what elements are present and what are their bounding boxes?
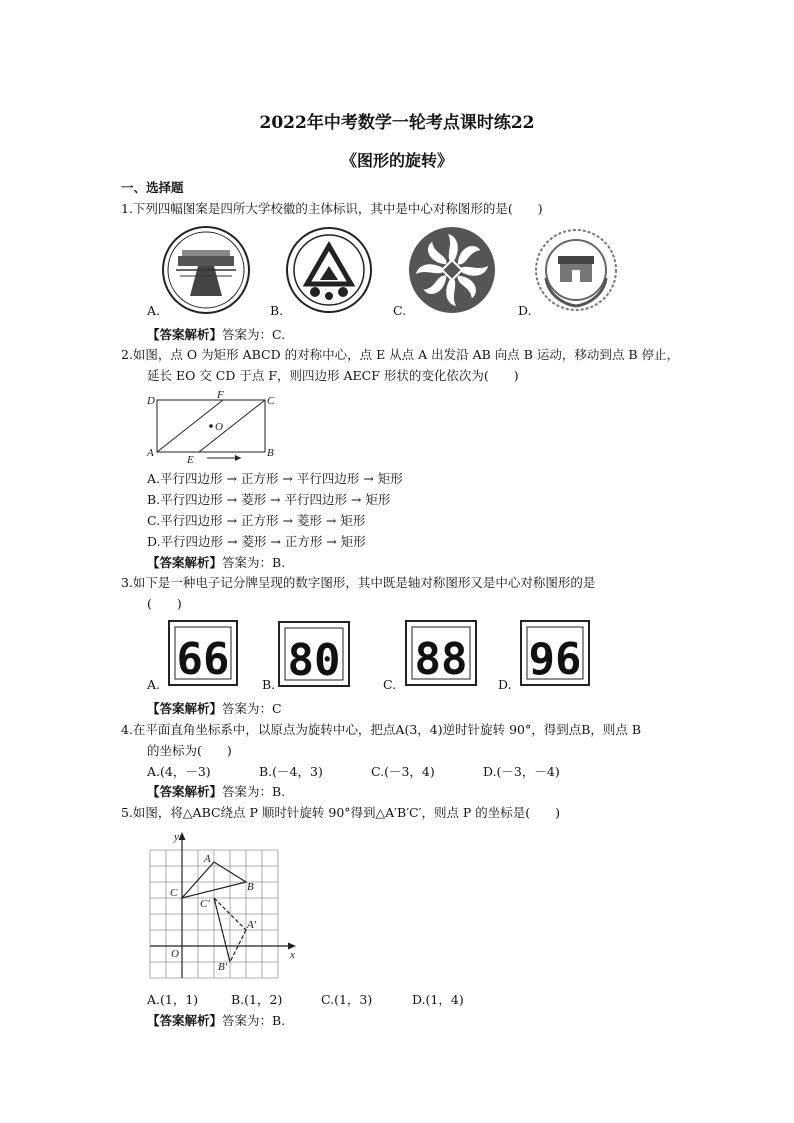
svg-text:96: 96 — [528, 634, 582, 685]
q5-origin-label: O — [171, 948, 179, 960]
q2-label-b: B — [267, 447, 274, 459]
q1-label-b: B. — [270, 303, 284, 318]
q2-label-c: C — [267, 395, 275, 407]
q2-label-d: D — [147, 395, 155, 407]
q3-label-d: D. — [498, 677, 512, 692]
svg-text:66: 66 — [176, 634, 230, 685]
emblem-c — [409, 227, 495, 313]
q5-label-c: C — [170, 887, 178, 899]
q5-label-a-prime: A′ — [247, 919, 257, 931]
q5-stem: 5.如图，将△ABC绕点 P 顺时针旋转 90°得到△A′B′C′，则点 P 的坐标是( ) — [121, 805, 561, 820]
answer-label: 【答案解析】 — [147, 555, 223, 570]
q4-answer — [147, 784, 285, 800]
q4-option-c: C.(－3，4) — [371, 764, 435, 779]
q1-label-d: D. — [518, 303, 532, 318]
q4-option-b: B.(－4，3) — [259, 764, 323, 779]
q3-digit-a — [168, 620, 248, 686]
emblem-b — [287, 228, 371, 312]
q2-stem-line2: 延长 EO 交 CD 于点 F，则四边形 AECF 形状的变化依次为( ) — [147, 368, 519, 383]
answer-label: 【答案解析】 — [147, 701, 223, 716]
q2-stem-line1: 2.如图，点 O 为矩形 ABCD 的对称中心，点 E 从点 A 出发沿 AB 向点 B 运动，移动到点 B 停止， — [121, 347, 680, 362]
q2-option-a: A.平行四边形 → 正方形 → 平行四边形 → 矩形 — [147, 471, 403, 486]
q3-label-c: C. — [383, 677, 397, 692]
q4-stem-line1: 4.在平面直角坐标系中，以原点为旋转中心，把点A(3，4)逆时针旋转 90°，得到点B，则点 B — [121, 722, 642, 737]
q5-option-a: A.(1，1) — [147, 992, 199, 1007]
q3-stem-line1: 3.如下是一种电子记分牌呈现的数字图形，其中既是轴对称图形又是中心对称图形的是 — [121, 575, 596, 590]
q2-label-a: A — [147, 447, 154, 459]
q5-axis-y-label: y — [174, 831, 179, 843]
page-title: 2022年中考数学一轮考点课时练22 — [259, 113, 535, 133]
emblem-a — [163, 227, 249, 313]
q5-answer — [147, 1013, 285, 1029]
q3-answer — [147, 701, 282, 717]
q3-label-b: B. — [262, 677, 276, 692]
q3-digit-b — [278, 621, 358, 687]
q4-option-a: A.(4，－3) — [147, 764, 211, 779]
q3-digit-d — [520, 620, 600, 686]
q5-label-c-prime: C′ — [200, 898, 210, 910]
q2-label-f: F — [217, 390, 224, 401]
q1-answer-text: 答案为：C. — [222, 327, 286, 342]
q4-answer-text: 答案为：B. — [222, 784, 286, 799]
q5-label-b: B — [247, 881, 254, 893]
svg-text:88: 88 — [414, 634, 468, 685]
q5-axis-x-label: x — [290, 949, 295, 961]
q5-label-a: A — [204, 853, 211, 865]
q5-option-c: C.(1，3) — [321, 992, 373, 1007]
q3-answer-text: 答案为：C — [222, 701, 282, 716]
q4-option-d: D.(－3，－4) — [483, 764, 560, 779]
q3-label-a: A. — [147, 677, 161, 692]
q5-coordinate-grid — [140, 828, 310, 980]
emblem-d — [536, 230, 616, 310]
page-subtitle: 《图形的旋转》 — [340, 151, 453, 170]
q5-option-b: B.(1，2) — [231, 992, 283, 1007]
q2-answer-text: 答案为：B. — [222, 555, 286, 570]
q1-label-a: A. — [147, 303, 161, 318]
q2-label-e: E — [187, 454, 194, 466]
q5-label-b-prime: B′ — [218, 961, 228, 973]
q3-stem-line2: ( ) — [147, 596, 182, 611]
q2-label-o: O — [215, 421, 223, 433]
q3-digit-c — [405, 620, 485, 686]
q5-answer-text: 答案为：B. — [222, 1013, 286, 1028]
q4-stem-line2: 的坐标为( ) — [147, 743, 232, 758]
q2-option-d: D.平行四边形 → 菱形 → 正方形 → 矩形 — [147, 534, 366, 549]
q2-figure — [145, 390, 280, 466]
answer-label: 【答案解析】 — [147, 784, 223, 799]
answer-label: 【答案解析】 — [147, 1013, 223, 1028]
q1-label-c: C. — [393, 303, 407, 318]
q2-answer — [147, 555, 285, 571]
q2-option-b: B.平行四边形 → 菱形 → 平行四边形 → 矩形 — [147, 492, 391, 507]
q5-option-d: D.(1，4) — [412, 992, 464, 1007]
svg-text:80: 80 — [287, 635, 341, 686]
q1-stem: 1.下列四幅图案是四所大学校徽的主体标识，其中是中心对称图形的是( ) — [121, 201, 543, 216]
q2-option-c: C.平行四边形 → 正方形 → 菱形 → 矩形 — [147, 513, 366, 528]
answer-label: 【答案解析】 — [147, 327, 223, 342]
q1-answer — [147, 327, 285, 343]
section-heading: 一、选择题 — [121, 180, 184, 195]
